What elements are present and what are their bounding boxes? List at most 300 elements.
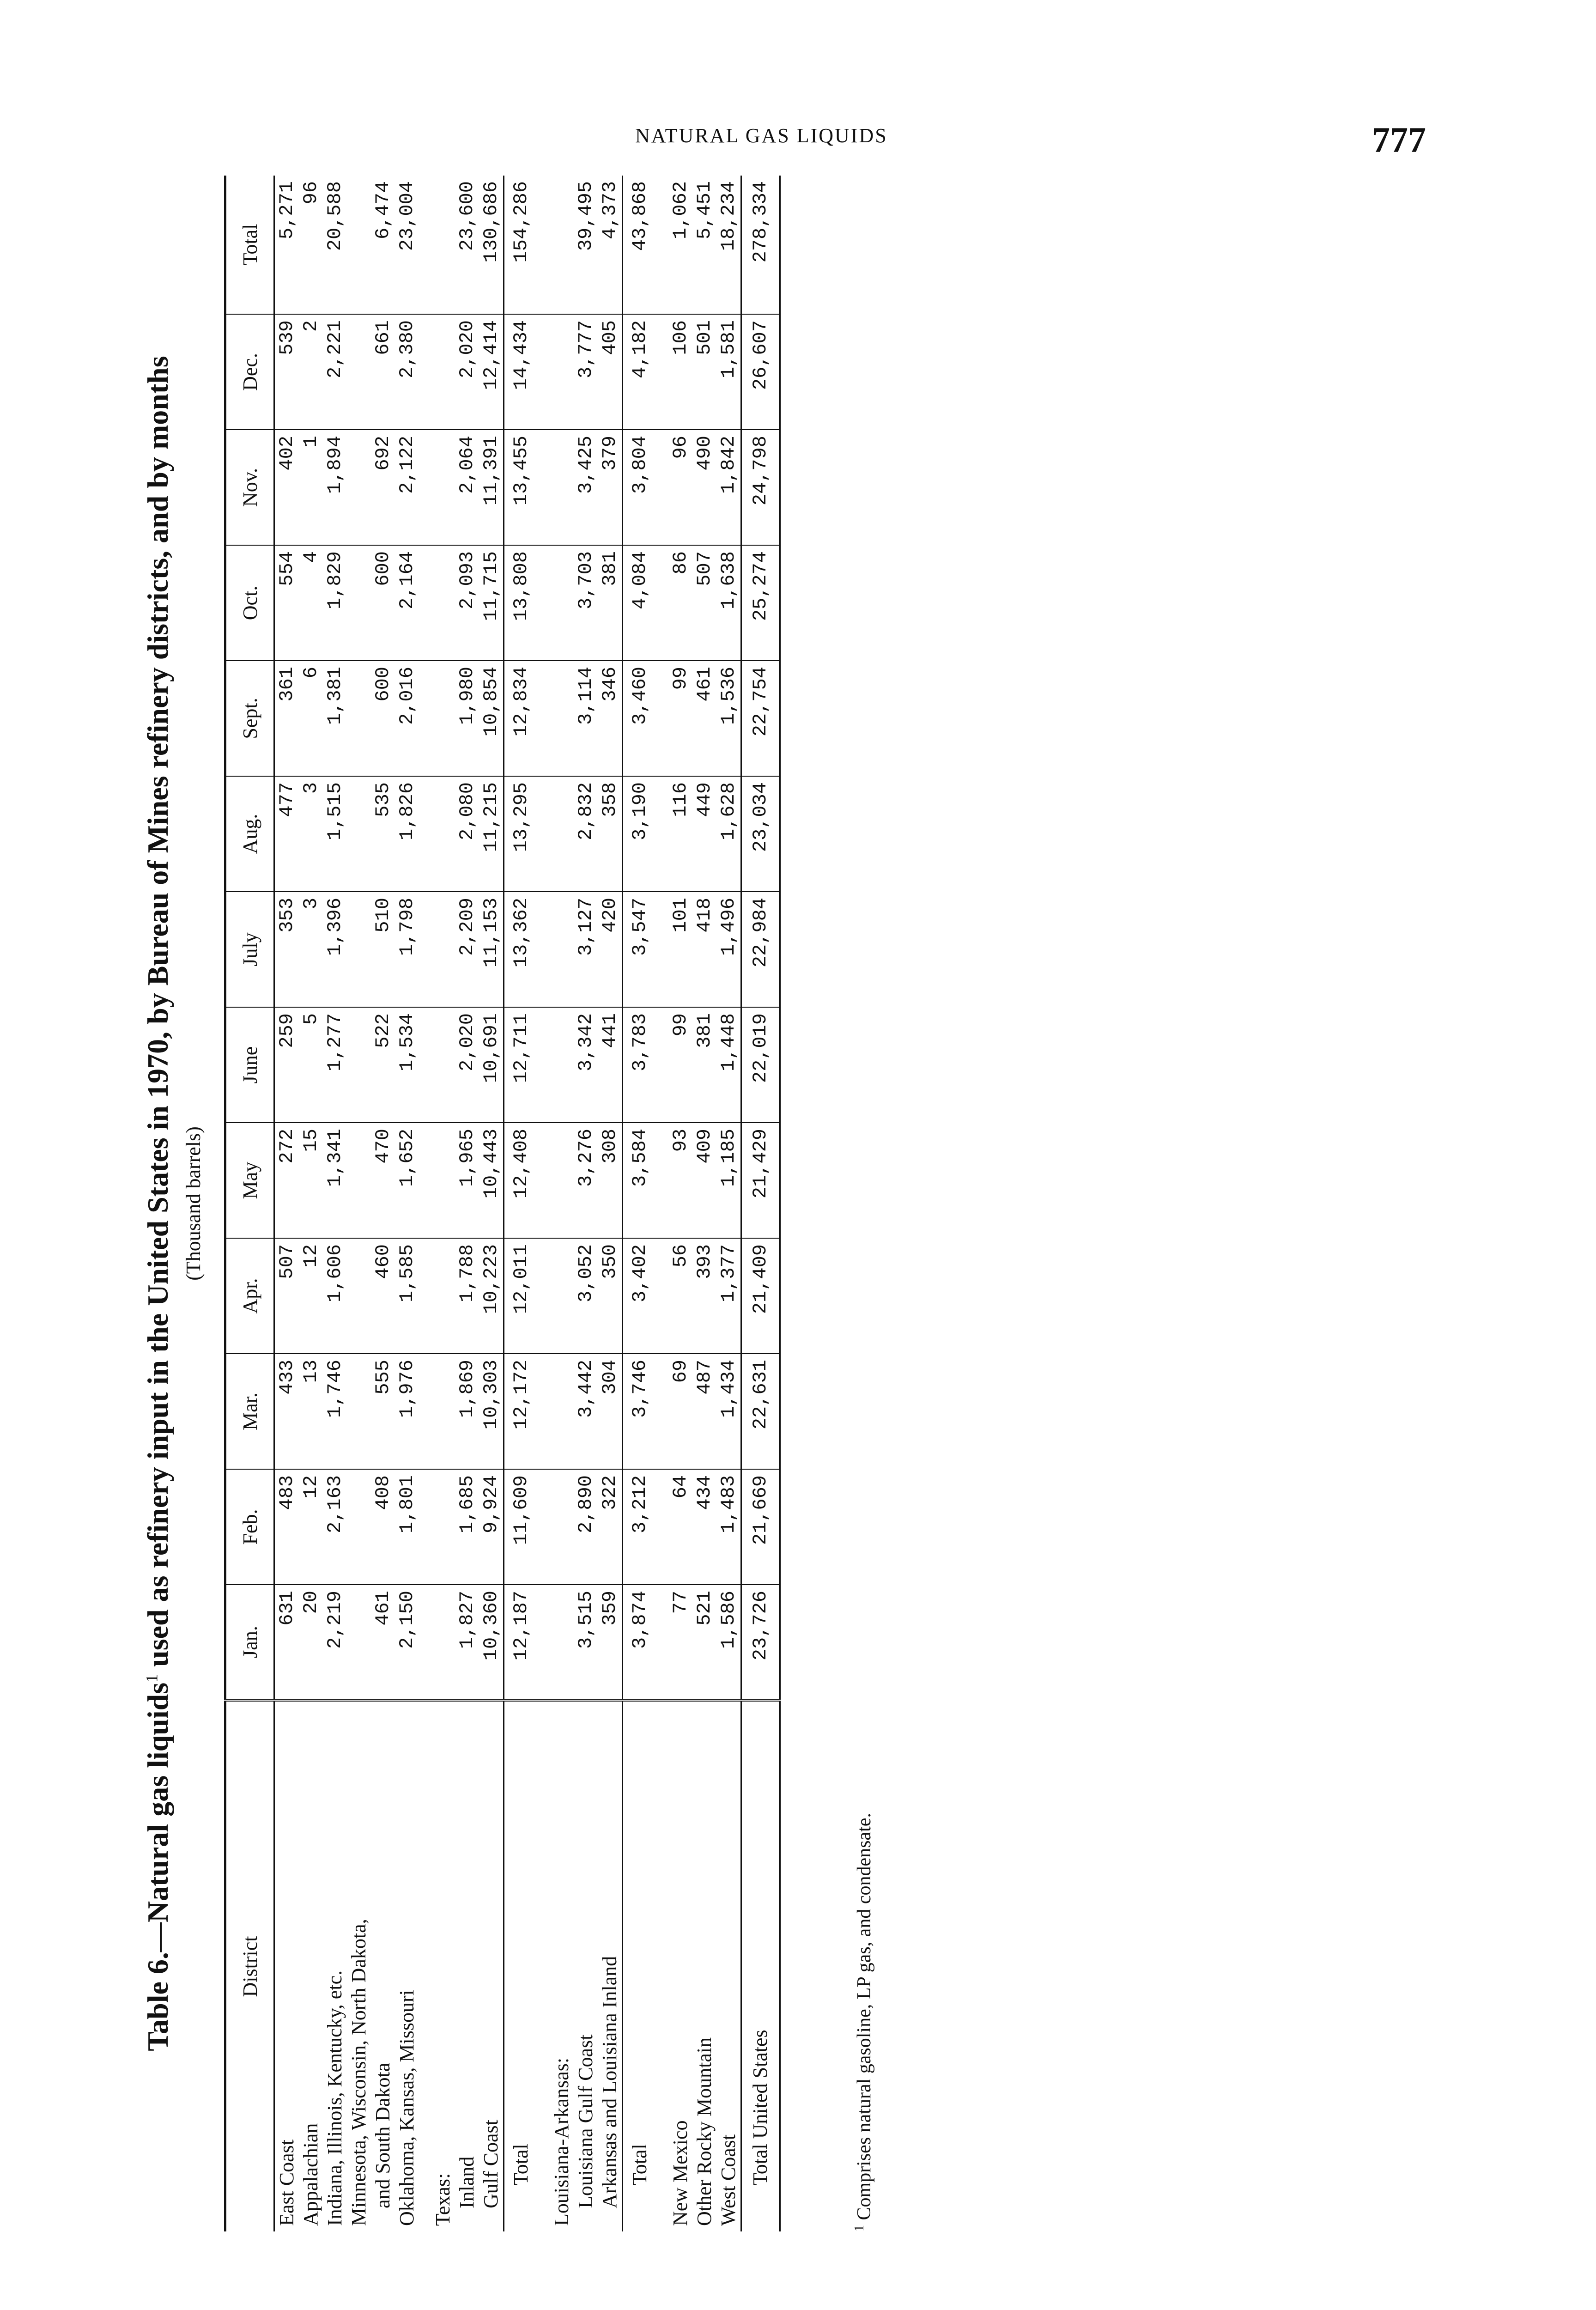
- cell-july: 11,153: [479, 892, 504, 1007]
- data-table: [224, 176, 781, 2231]
- cell-sept: [550, 661, 574, 776]
- cell-dec: 3,777: [574, 314, 598, 430]
- column-header-aug: Aug.: [225, 776, 274, 892]
- cell-oct: 86: [668, 545, 692, 661]
- cell-oct: 2,093: [455, 545, 479, 661]
- row-label: Louisiana-Arkansas:: [550, 1700, 574, 2231]
- row-label: East Coast: [274, 1700, 299, 2231]
- spacer-cell: [656, 545, 668, 661]
- cell-june: 12,711: [504, 1007, 538, 1123]
- cell-june: 5: [299, 1007, 323, 1123]
- cell-june: 1,534: [395, 1007, 419, 1123]
- cell-total: 154,286: [504, 176, 538, 314]
- cell-dec: 661: [371, 314, 395, 430]
- cell-aug: 1,826: [395, 776, 419, 892]
- cell-oct: 507: [692, 545, 716, 661]
- spacer-cell: [656, 430, 668, 545]
- cell-oct: [431, 545, 455, 661]
- cell-nov: 692: [371, 430, 395, 545]
- spacer-cell: [419, 314, 431, 430]
- cell-sept: 346: [598, 661, 623, 776]
- spacer-cell: [419, 661, 431, 776]
- table-row: [598, 176, 623, 2231]
- cell-jan: [550, 1585, 574, 1700]
- cell-dec: 2,221: [323, 314, 347, 430]
- cell-nov: 11,391: [479, 430, 504, 545]
- cell-oct: [347, 545, 371, 661]
- cell-nov: 13,455: [504, 430, 538, 545]
- cell-total: [347, 176, 371, 314]
- cell-july: [347, 892, 371, 1007]
- cell-aug: 23,034: [741, 776, 780, 892]
- cell-apr: 1,606: [323, 1238, 347, 1354]
- cell-dec: 2,380: [395, 314, 419, 430]
- running-head: NATURAL GAS LIQUIDS: [635, 124, 888, 147]
- cell-sept: 99: [668, 661, 692, 776]
- column-header-nov: Nov.: [225, 430, 274, 545]
- cell-aug: 1,628: [716, 776, 741, 892]
- spacer-cell: [538, 430, 550, 545]
- cell-jan: 20: [299, 1585, 323, 1700]
- cell-july: [550, 892, 574, 1007]
- spacer-cell: [538, 545, 550, 661]
- column-header-apr: Apr.: [225, 1238, 274, 1354]
- cell-nov: 379: [598, 430, 623, 545]
- spacer-cell: [538, 1007, 550, 1123]
- cell-nov: 3,425: [574, 430, 598, 545]
- cell-sept: 10,854: [479, 661, 504, 776]
- cell-may: 1,652: [395, 1123, 419, 1238]
- row-label: Indiana, Illinois, Kentucky, etc.: [323, 1700, 347, 2231]
- cell-total: [431, 176, 455, 314]
- cell-july: 13,362: [504, 892, 538, 1007]
- rotated-table-block: [141, 176, 926, 2231]
- cell-june: 3,342: [574, 1007, 598, 1123]
- table-row: [274, 176, 299, 2231]
- cell-jan: 1,827: [455, 1585, 479, 1700]
- cell-nov: [550, 430, 574, 545]
- row-label: and South Dakota: [371, 1700, 395, 2231]
- table-row: [455, 176, 479, 2231]
- spacer-row: [538, 176, 550, 2231]
- cell-may: 308: [598, 1123, 623, 1238]
- cell-jan: 3,515: [574, 1585, 598, 1700]
- cell-jan: 12,187: [504, 1585, 538, 1700]
- cell-july: 353: [274, 892, 299, 1007]
- header-row: [225, 176, 274, 2231]
- cell-dec: 405: [598, 314, 623, 430]
- cell-dec: 501: [692, 314, 716, 430]
- cell-dec: 14,434: [504, 314, 538, 430]
- cell-nov: 96: [668, 430, 692, 545]
- cell-may: 3,584: [623, 1123, 657, 1238]
- table-row: [479, 176, 504, 2231]
- spacer-cell: [656, 892, 668, 1007]
- cell-mar: 433: [274, 1354, 299, 1469]
- spacer-cell: [538, 1238, 550, 1354]
- spacer-cell: [656, 661, 668, 776]
- cell-dec: 106: [668, 314, 692, 430]
- spacer-cell: [656, 1354, 668, 1469]
- cell-july: 3: [299, 892, 323, 1007]
- table-title-rest: used as refinery input in the United States in 1970, by Bureau of Mines refinery districts, and by months: [141, 356, 174, 1667]
- cell-mar: 1,746: [323, 1354, 347, 1469]
- cell-jan: 631: [274, 1585, 299, 1700]
- cell-nov: 24,798: [741, 430, 780, 545]
- cell-july: 420: [598, 892, 623, 1007]
- cell-sept: [347, 661, 371, 776]
- cell-oct: 4,084: [623, 545, 657, 661]
- cell-oct: 25,274: [741, 545, 780, 661]
- column-header-total: Total: [225, 176, 274, 314]
- cell-apr: 350: [598, 1238, 623, 1354]
- cell-apr: 460: [371, 1238, 395, 1354]
- table-body: [274, 176, 780, 2231]
- row-label: Gulf Coast: [479, 1700, 504, 2231]
- cell-nov: 402: [274, 430, 299, 545]
- cell-total: 130,686: [480, 181, 502, 263]
- cell-sept: 600: [371, 661, 395, 776]
- cell-mar: 22,631: [741, 1354, 780, 1469]
- cell-total: 278,334: [741, 176, 780, 314]
- cell-june: 259: [274, 1007, 299, 1123]
- cell-feb: 322: [598, 1469, 623, 1585]
- cell-sept: 1,381: [323, 661, 347, 776]
- cell-nov: 1: [299, 430, 323, 545]
- cell-feb: 1,801: [395, 1469, 419, 1585]
- table-row: [323, 176, 347, 2231]
- cell-may: 3,276: [574, 1123, 598, 1238]
- row-label: Total: [504, 1700, 538, 2231]
- spacer-cell: [656, 314, 668, 430]
- cell-apr: 10,223: [479, 1238, 504, 1354]
- cell-feb: 408: [371, 1469, 395, 1585]
- cell-may: 93: [668, 1123, 692, 1238]
- cell-sept: 2,016: [395, 661, 419, 776]
- cell-dec: [431, 314, 455, 430]
- cell-june: 441: [598, 1007, 623, 1123]
- cell-may: 15: [299, 1123, 323, 1238]
- cell-jan: 521: [692, 1585, 716, 1700]
- cell-total: 20,588: [324, 181, 346, 251]
- spacer-cell: [419, 1123, 431, 1238]
- cell-mar: 1,434: [716, 1354, 741, 1469]
- cell-feb: 1,483: [716, 1469, 741, 1585]
- cell-apr: 1,585: [395, 1238, 419, 1354]
- cell-feb: 64: [668, 1469, 692, 1585]
- subtotal-row: [623, 176, 657, 2231]
- cell-aug: 116: [668, 776, 692, 892]
- table-row: [347, 176, 371, 2231]
- cell-apr: 1,788: [455, 1238, 479, 1354]
- cell-oct: 1,638: [716, 545, 741, 661]
- row-label: Inland: [455, 1700, 479, 2231]
- spacer-cell: [419, 1354, 431, 1469]
- table-row: [395, 176, 419, 2231]
- cell-july: 2,209: [455, 892, 479, 1007]
- column-header-district: District: [225, 1700, 274, 2231]
- cell-mar: 1,976: [395, 1354, 419, 1469]
- column-header-feb: Feb.: [225, 1469, 274, 1585]
- cell-aug: 11,215: [479, 776, 504, 892]
- cell-june: [431, 1007, 455, 1123]
- row-label: Arkansas and Louisiana Inland: [598, 1700, 623, 2231]
- cell-mar: 304: [598, 1354, 623, 1469]
- cell-apr: 507: [274, 1238, 299, 1354]
- cell-june: [347, 1007, 371, 1123]
- cell-feb: [550, 1469, 574, 1585]
- cell-oct: 3,703: [574, 545, 598, 661]
- cell-total: 4,373: [599, 181, 621, 240]
- spacer-cell: [538, 176, 550, 314]
- cell-total: 23,004: [396, 181, 418, 251]
- spacer-cell: [419, 1238, 431, 1354]
- cell-dec: 26,607: [741, 314, 780, 430]
- cell-total: 6,474: [372, 181, 394, 240]
- column-header-sept: Sept.: [225, 661, 274, 776]
- cell-may: 409: [692, 1123, 716, 1238]
- cell-may: [347, 1123, 371, 1238]
- cell-aug: 13,295: [504, 776, 538, 892]
- cell-feb: 12: [299, 1469, 323, 1585]
- cell-dec: 2: [299, 314, 323, 430]
- cell-may: 1,185: [716, 1123, 741, 1238]
- table-row: [431, 176, 455, 2231]
- spacer-cell: [419, 1585, 431, 1700]
- spacer-cell: [419, 892, 431, 1007]
- cell-oct: 600: [371, 545, 395, 661]
- spacer-row: [656, 176, 668, 2231]
- table-row: [574, 176, 598, 2231]
- column-header-july: July: [225, 892, 274, 1007]
- cell-mar: 10,303: [479, 1354, 504, 1469]
- cell-jan: 1,586: [716, 1585, 741, 1700]
- cell-may: [431, 1123, 455, 1238]
- cell-nov: 3,804: [623, 430, 657, 545]
- cell-feb: 9,924: [479, 1469, 504, 1585]
- cell-oct: [550, 545, 574, 661]
- cell-total: [550, 176, 574, 314]
- cell-june: 1,448: [716, 1007, 741, 1123]
- cell-may: 10,443: [479, 1123, 504, 1238]
- spacer-cell: [419, 176, 431, 314]
- cell-may: 12,408: [504, 1123, 538, 1238]
- cell-apr: 21,409: [741, 1238, 780, 1354]
- table-row: [550, 176, 574, 2231]
- cell-oct: 4: [299, 545, 323, 661]
- cell-apr: 393: [692, 1238, 716, 1354]
- cell-apr: 1,377: [716, 1238, 741, 1354]
- cell-dec: [347, 314, 371, 430]
- cell-aug: 477: [274, 776, 299, 892]
- cell-june: 3,783: [623, 1007, 657, 1123]
- cell-jan: 3,874: [623, 1585, 657, 1700]
- cell-july: 418: [692, 892, 716, 1007]
- cell-aug: 358: [598, 776, 623, 892]
- cell-oct: 554: [274, 545, 299, 661]
- cell-total: 5,451: [693, 181, 716, 240]
- cell-june: [550, 1007, 574, 1123]
- cell-sept: [431, 661, 455, 776]
- spacer-cell: [656, 1123, 668, 1238]
- cell-apr: [550, 1238, 574, 1354]
- spacer-cell: [419, 776, 431, 892]
- cell-mar: 3,746: [623, 1354, 657, 1469]
- cell-mar: 1,869: [455, 1354, 479, 1469]
- cell-oct: 1,829: [323, 545, 347, 661]
- spacer-cell: [419, 1007, 431, 1123]
- cell-june: 2,020: [455, 1007, 479, 1123]
- cell-jan: [347, 1585, 371, 1700]
- cell-apr: 3,402: [623, 1238, 657, 1354]
- row-label: Total United States: [741, 1700, 780, 2231]
- cell-sept: 6: [299, 661, 323, 776]
- cell-nov: [347, 430, 371, 545]
- footnote-marker: 1: [852, 2225, 867, 2231]
- cell-total: 23,600: [456, 181, 478, 251]
- cell-sept: 22,754: [741, 661, 780, 776]
- spacer-cell: [419, 1700, 431, 2231]
- cell-apr: 12: [299, 1238, 323, 1354]
- cell-july: 3,127: [574, 892, 598, 1007]
- spacer-cell: [656, 1007, 668, 1123]
- spacer-cell: [656, 1238, 668, 1354]
- cell-feb: 1,685: [455, 1469, 479, 1585]
- cell-total: 43,868: [623, 176, 657, 314]
- cell-july: 101: [668, 892, 692, 1007]
- spacer-cell: [538, 1700, 550, 2231]
- cell-dec: 1,581: [716, 314, 741, 430]
- spacer-row: [419, 176, 431, 2231]
- cell-aug: 3,190: [623, 776, 657, 892]
- cell-nov: 1,842: [716, 430, 741, 545]
- cell-june: 522: [371, 1007, 395, 1123]
- cell-apr: 56: [668, 1238, 692, 1354]
- cell-june: 10,691: [479, 1007, 504, 1123]
- cell-nov: 2,122: [395, 430, 419, 545]
- cell-mar: [431, 1354, 455, 1469]
- cell-mar: [347, 1354, 371, 1469]
- spacer-cell: [656, 1585, 668, 1700]
- cell-sept: 1,980: [455, 661, 479, 776]
- cell-may: [550, 1123, 574, 1238]
- column-header-dec: Dec.: [225, 314, 274, 430]
- cell-sept: 3,460: [623, 661, 657, 776]
- spacer-cell: [538, 1469, 550, 1585]
- grand-total-row: [741, 176, 780, 2231]
- spacer-cell: [656, 176, 668, 314]
- footnote: [852, 1813, 875, 2231]
- cell-total: 96: [300, 181, 322, 205]
- cell-dec: 4,182: [623, 314, 657, 430]
- table-row: [371, 176, 395, 2231]
- row-label: Texas:: [431, 1700, 455, 2231]
- cell-july: 1,798: [395, 892, 419, 1007]
- cell-jan: 10,360: [479, 1585, 504, 1700]
- spacer-cell: [538, 892, 550, 1007]
- cell-feb: 2,890: [574, 1469, 598, 1585]
- spacer-cell: [538, 1354, 550, 1469]
- cell-jan: 2,150: [395, 1585, 419, 1700]
- column-header-june: June: [225, 1007, 274, 1123]
- cell-mar: 12,172: [504, 1354, 538, 1469]
- cell-jan: 77: [668, 1585, 692, 1700]
- cell-mar: 3,442: [574, 1354, 598, 1469]
- cell-dec: 2,020: [455, 314, 479, 430]
- cell-aug: 449: [692, 776, 716, 892]
- cell-june: 381: [692, 1007, 716, 1123]
- cell-oct: 2,164: [395, 545, 419, 661]
- footnote-text: Comprises natural gasoline, LP gas, and condensate.: [854, 1813, 875, 2220]
- table-title-footnote-marker: 1: [142, 1674, 161, 1683]
- cell-sept: 12,834: [504, 661, 538, 776]
- cell-aug: [550, 776, 574, 892]
- spacer-cell: [538, 314, 550, 430]
- cell-may: 1,341: [323, 1123, 347, 1238]
- table-unit: (Thousand barrels): [182, 1126, 205, 1281]
- cell-june: 99: [668, 1007, 692, 1123]
- row-label: Appalachian: [299, 1700, 323, 2231]
- spacer-cell: [656, 1469, 668, 1585]
- cell-nov: 490: [692, 430, 716, 545]
- spacer-cell: [538, 776, 550, 892]
- column-header-jan: Jan.: [225, 1585, 274, 1700]
- subtotal-row: [504, 176, 538, 2231]
- cell-apr: [347, 1238, 371, 1354]
- table-title: [141, 176, 175, 2231]
- cell-aug: [431, 776, 455, 892]
- cell-aug: 2,832: [574, 776, 598, 892]
- table-row: [299, 176, 323, 2231]
- cell-june: 1,277: [323, 1007, 347, 1123]
- cell-dec: [550, 314, 574, 430]
- cell-july: 3,547: [623, 892, 657, 1007]
- cell-may: 21,429: [741, 1123, 780, 1238]
- cell-apr: 3,052: [574, 1238, 598, 1354]
- row-label: New Mexico: [668, 1700, 692, 2231]
- cell-feb: 3,212: [623, 1469, 657, 1585]
- row-label: Other Rocky Mountain: [692, 1700, 716, 2231]
- cell-june: 22,019: [741, 1007, 780, 1123]
- spacer-cell: [656, 1700, 668, 2231]
- table-row: [716, 176, 741, 2231]
- cell-aug: 535: [371, 776, 395, 892]
- cell-total: 18,234: [717, 181, 740, 251]
- cell-jan: 359: [598, 1585, 623, 1700]
- cell-total: 1,062: [669, 181, 692, 240]
- cell-mar: 555: [371, 1354, 395, 1469]
- cell-sept: 1,536: [716, 661, 741, 776]
- column-header-oct: Oct.: [225, 545, 274, 661]
- cell-dec: 539: [274, 314, 299, 430]
- spacer-cell: [419, 1469, 431, 1585]
- cell-mar: 13: [299, 1354, 323, 1469]
- cell-jan: 461: [371, 1585, 395, 1700]
- cell-nov: 1,894: [323, 430, 347, 545]
- spacer-cell: [419, 430, 431, 545]
- cell-aug: 2,080: [455, 776, 479, 892]
- row-label: Oklahoma, Kansas, Missouri: [395, 1700, 419, 2231]
- table-title-main: Table 6.—Natural gas liquids: [141, 1682, 174, 2051]
- cell-july: 1,396: [323, 892, 347, 1007]
- spacer-cell: [538, 661, 550, 776]
- row-label: Louisiana Gulf Coast: [574, 1700, 598, 2231]
- cell-jan: [431, 1585, 455, 1700]
- cell-july: 22,984: [741, 892, 780, 1007]
- cell-feb: 483: [274, 1469, 299, 1585]
- cell-apr: 12,011: [504, 1238, 538, 1354]
- cell-july: 510: [371, 892, 395, 1007]
